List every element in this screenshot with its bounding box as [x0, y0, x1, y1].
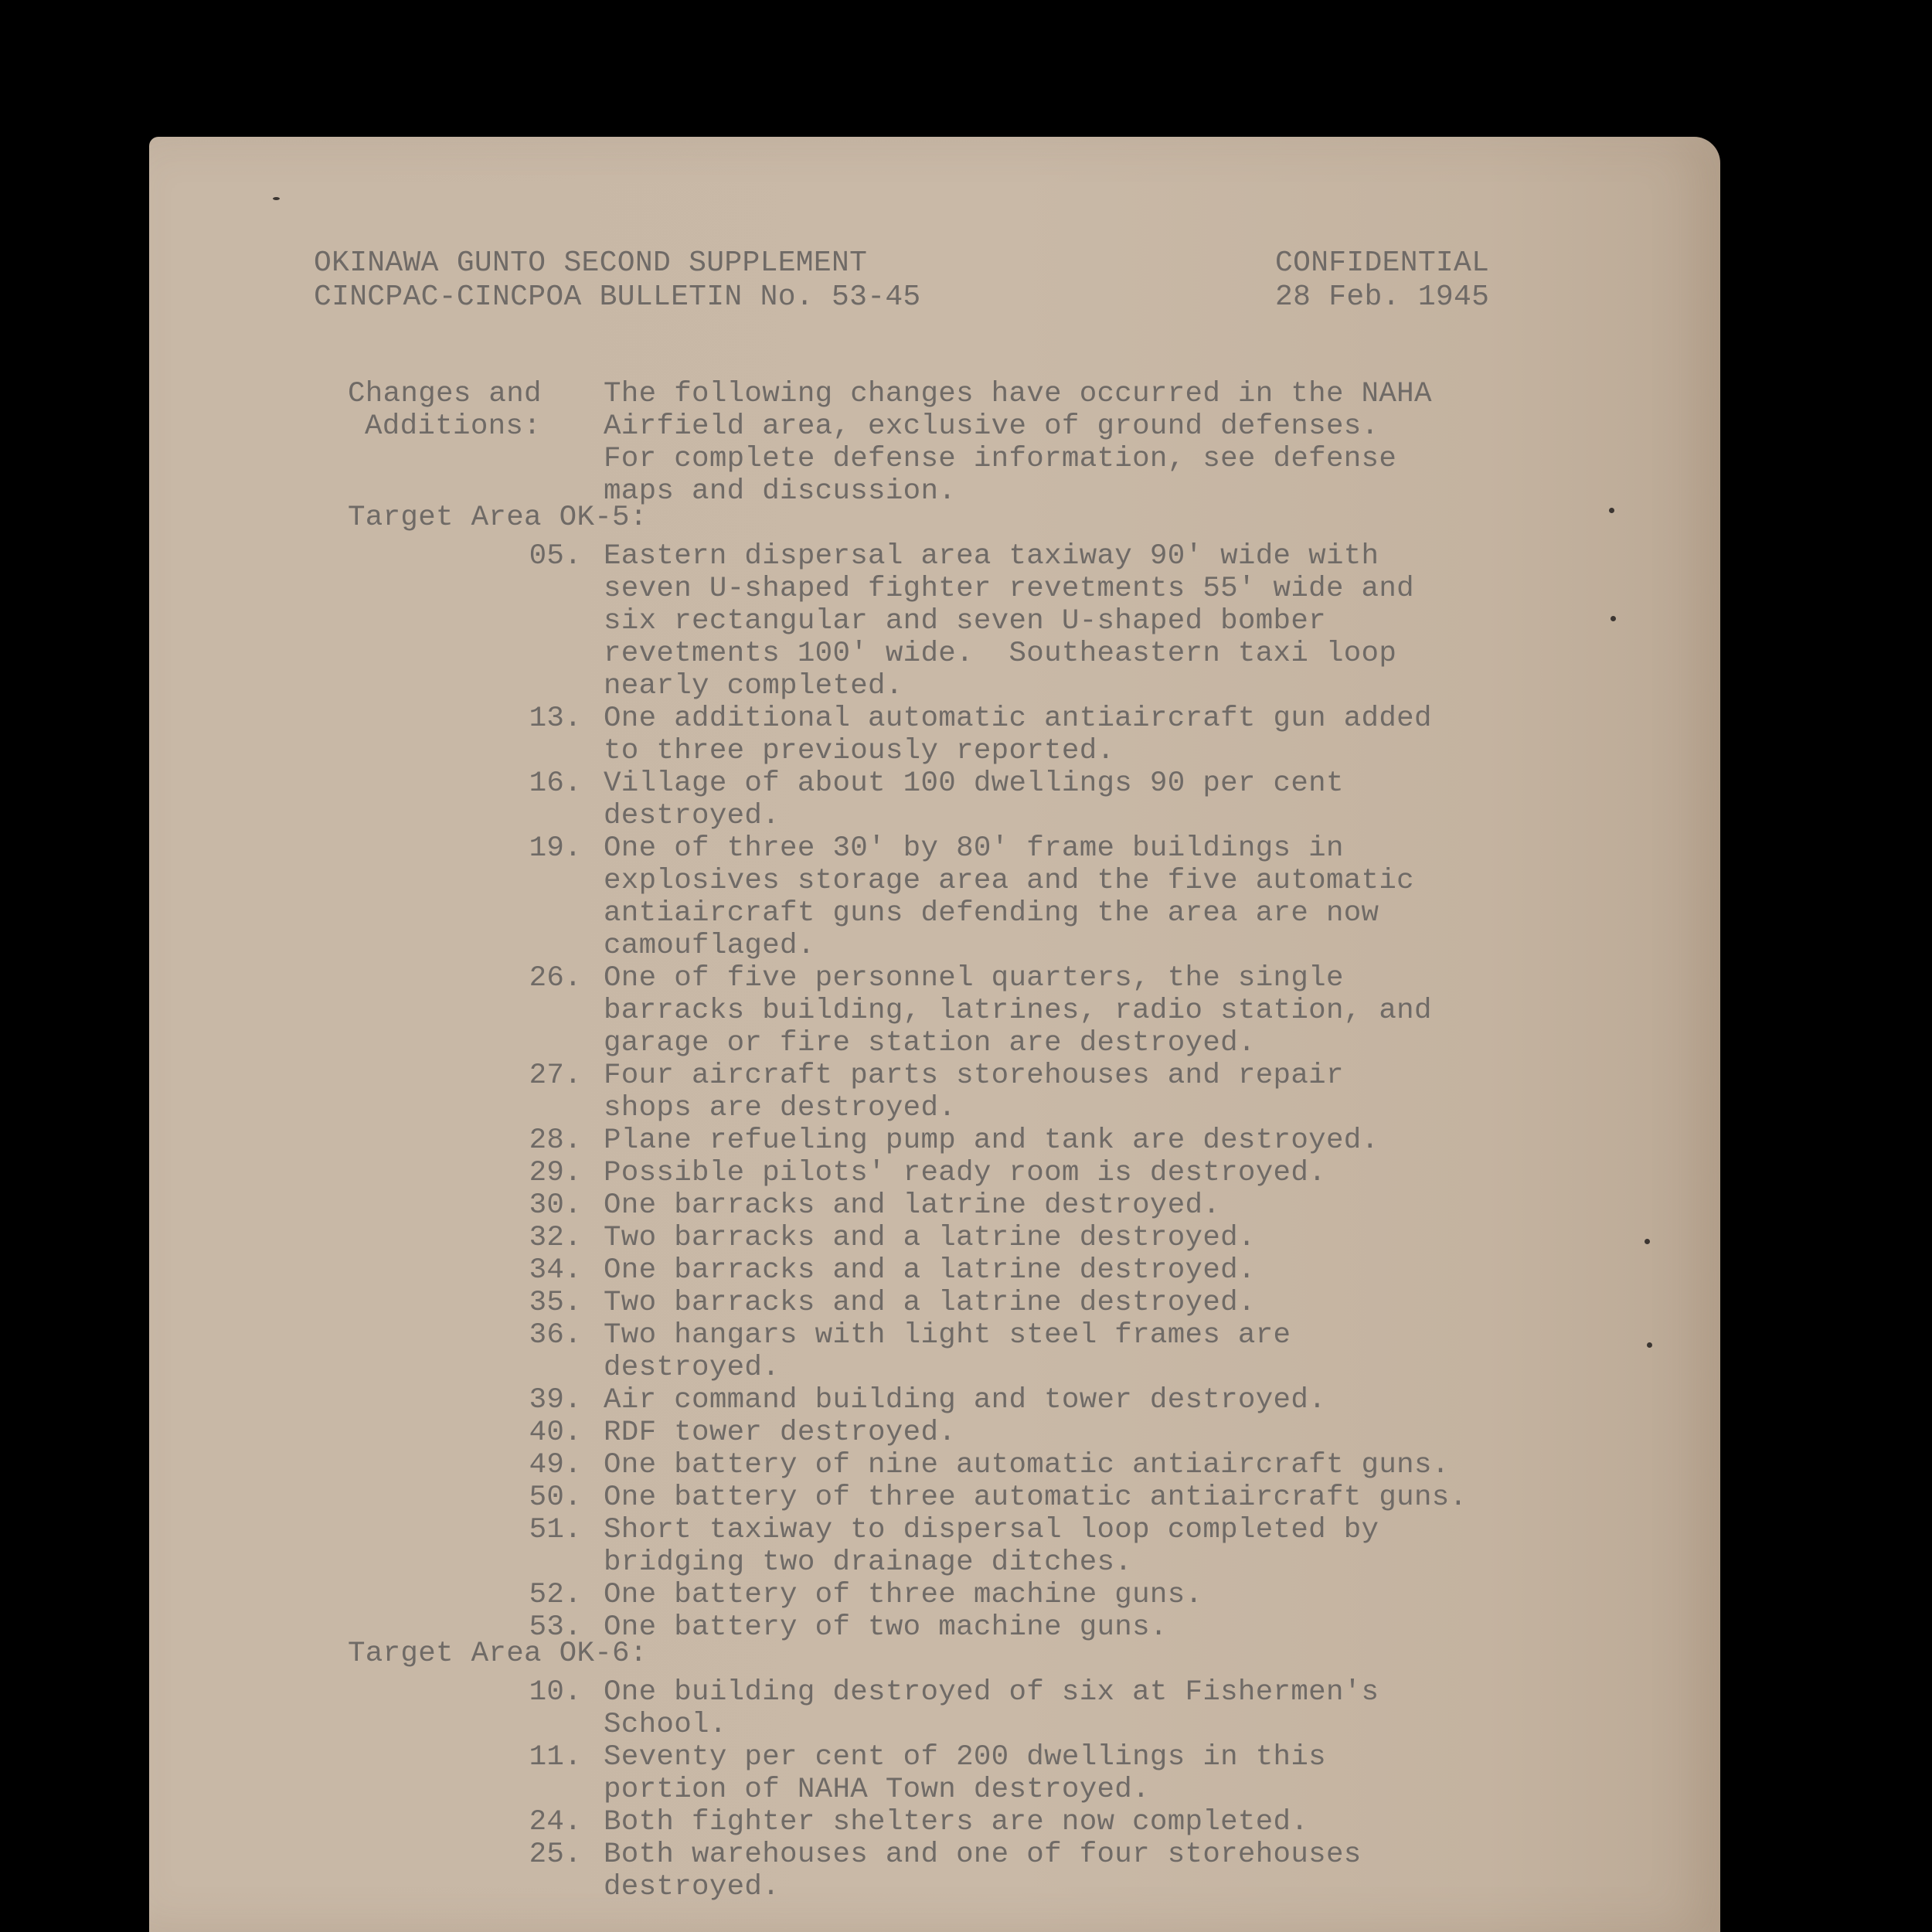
item-number: 05.: [529, 540, 582, 573]
item-number: 49.: [529, 1449, 582, 1481]
item-text-line: portion of NAHA Town destroyed.: [604, 1774, 1150, 1806]
item-text-line: Possible pilots' ready room is destroyed.: [604, 1157, 1326, 1189]
item-number: 25.: [529, 1838, 582, 1871]
item-number: 52.: [529, 1579, 582, 1611]
item-text-line: shops are destroyed.: [604, 1092, 957, 1124]
punch-mark: [1647, 1342, 1652, 1348]
item-text-line: RDF tower destroyed.: [604, 1417, 957, 1449]
item-text-line: Four aircraft parts storehouses and repair: [604, 1060, 1344, 1092]
punch-mark: [273, 197, 280, 200]
item-text-line: One building destroyed of six at Fishermen's: [604, 1676, 1379, 1709]
target-area-heading: Target Area OK-6:: [348, 1638, 648, 1670]
item-text-line: Two barracks and a latrine destroyed.: [604, 1287, 1256, 1319]
item-text-line: Two hangars with light steel frames are: [604, 1319, 1291, 1352]
item-number: 35.: [529, 1287, 582, 1319]
item-number: 36.: [529, 1319, 582, 1352]
item-number: 30.: [529, 1189, 582, 1222]
item-text-line: garage or fire station are destroyed.: [604, 1027, 1256, 1060]
item-number: 34.: [529, 1254, 582, 1287]
item-number: 39.: [529, 1384, 582, 1417]
item-text-line: One of five personnel quarters, the single: [604, 962, 1344, 995]
item-number: 28.: [529, 1124, 582, 1157]
item-text-line: antiaircraft guns defending the area are now: [604, 897, 1379, 930]
item-number: 19.: [529, 832, 582, 865]
item-text-line: One battery of nine automatic antiaircraft guns.: [604, 1449, 1450, 1481]
item-text-line: bridging two drainage ditches.: [604, 1546, 1133, 1579]
additions-label: Additions:: [365, 410, 542, 443]
item-text-line: Village of about 100 dwellings 90 per cent: [604, 767, 1344, 800]
item-text-line: One additional automatic antiaircraft gun added: [604, 702, 1432, 735]
intro-text-line: The following changes have occurred in the NAHA: [604, 378, 1432, 410]
item-text-line: Eastern dispersal area taxiway 90' wide with: [604, 540, 1379, 573]
item-text-line: Two barracks and a latrine destroyed.: [604, 1222, 1256, 1254]
item-number: 40.: [529, 1417, 582, 1449]
item-number: 26.: [529, 962, 582, 995]
item-number: 24.: [529, 1806, 582, 1838]
item-text-line: Both fighter shelters are now completed.: [604, 1806, 1309, 1838]
item-number: 32.: [529, 1222, 582, 1254]
item-number: 27.: [529, 1060, 582, 1092]
punch-mark: [1645, 1239, 1650, 1244]
document-page: [149, 137, 1720, 1932]
header-bulletin-number: CINCPAC-CINCPOA BULLETIN No. 53-45: [314, 281, 921, 314]
intro-text-line: maps and discussion.: [604, 475, 957, 508]
item-text-line: seven U-shaped fighter revetments 55' wide and: [604, 573, 1414, 605]
item-text-line: destroyed.: [604, 1352, 781, 1384]
item-text-line: nearly completed.: [604, 670, 903, 702]
item-text-line: to three previously reported.: [604, 735, 1115, 767]
punch-mark: [1609, 508, 1614, 513]
item-number: 10.: [529, 1676, 582, 1709]
classification-label: CONFIDENTIAL: [1275, 247, 1490, 280]
item-text-line: barracks building, latrines, radio station, and: [604, 995, 1432, 1027]
item-text-line: One battery of three automatic antiaircraft guns.: [604, 1481, 1468, 1514]
item-text-line: Short taxiway to dispersal loop completed by: [604, 1514, 1379, 1546]
item-number: 13.: [529, 702, 582, 735]
intro-text-line: For complete defense information, see defense: [604, 443, 1397, 475]
item-text-line: One of three 30' by 80' frame buildings in: [604, 832, 1344, 865]
header-date: 28 Feb. 1945: [1275, 281, 1490, 314]
item-text-line: One barracks and latrine destroyed.: [604, 1189, 1221, 1222]
item-text-line: six rectangular and seven U-shaped bomber: [604, 605, 1326, 638]
item-text-line: explosives storage area and the five automatic: [604, 865, 1414, 897]
item-text-line: destroyed.: [604, 1871, 781, 1903]
item-number: 16.: [529, 767, 582, 800]
item-text-line: revetments 100' wide. Southeastern taxi loop: [604, 638, 1397, 670]
punch-mark: [1611, 616, 1616, 621]
item-text-line: One battery of two machine guns.: [604, 1611, 1168, 1644]
item-number: 53.: [529, 1611, 582, 1644]
item-text-line: camouflaged.: [604, 930, 815, 962]
item-text-line: Air command building and tower destroyed.: [604, 1384, 1326, 1417]
item-number: 11.: [529, 1741, 582, 1774]
item-text-line: School.: [604, 1709, 727, 1741]
item-number: 51.: [529, 1514, 582, 1546]
item-text-line: One barracks and a latrine destroyed.: [604, 1254, 1256, 1287]
target-area-heading: Target Area OK-5:: [348, 502, 648, 534]
header-title: OKINAWA GUNTO SECOND SUPPLEMENT: [314, 247, 868, 280]
item-text-line: Seventy per cent of 200 dwellings in this: [604, 1741, 1326, 1774]
item-text-line: Both warehouses and one of four storehouses: [604, 1838, 1362, 1871]
intro-text-line: Airfield area, exclusive of ground defenses.: [604, 410, 1379, 443]
item-number: 50.: [529, 1481, 582, 1514]
item-text-line: Plane refueling pump and tank are destroyed.: [604, 1124, 1379, 1157]
item-number: 29.: [529, 1157, 582, 1189]
changes-label: Changes and: [348, 378, 542, 410]
item-text-line: destroyed.: [604, 800, 781, 832]
item-text-line: One battery of three machine guns.: [604, 1579, 1203, 1611]
